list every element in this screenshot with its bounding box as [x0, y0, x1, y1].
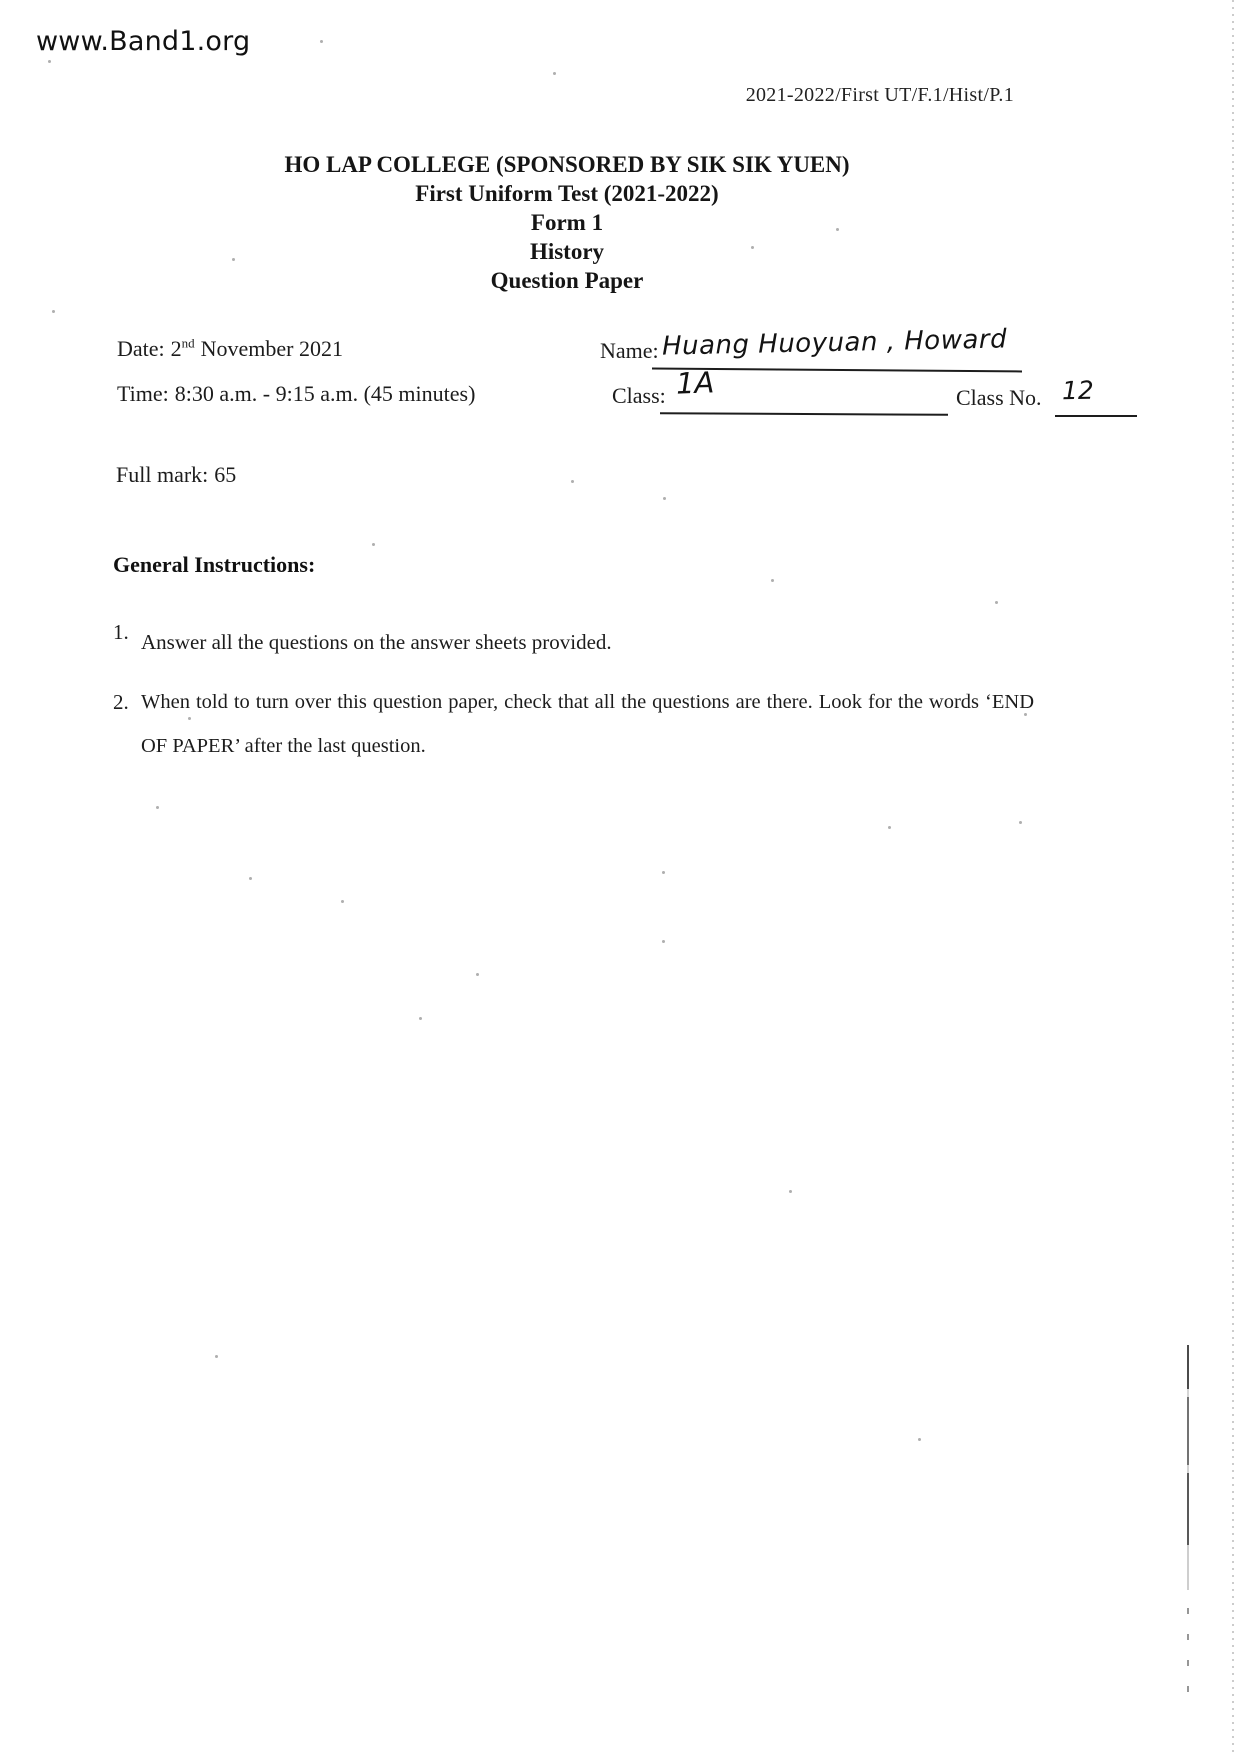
class-no-label: Class No.	[956, 385, 1042, 410]
instruction-item-1	[113, 620, 612, 664]
scan-speck	[995, 601, 998, 604]
instruction-1-number: 1.	[113, 620, 129, 644]
class-no-row	[956, 385, 1042, 411]
scan-speck	[751, 246, 754, 249]
scan-edge-dotted-line	[1232, 0, 1234, 1754]
scan-speck	[709, 702, 712, 705]
time-label: Time:	[117, 381, 169, 406]
instruction-2-number: 2.	[113, 690, 129, 714]
full-mark-value: 65	[214, 462, 237, 487]
test-name: First Uniform Test (2021-2022)	[415, 181, 719, 206]
scan-speck	[419, 1017, 422, 1020]
scan-speck	[215, 1355, 218, 1358]
scan-speck	[188, 717, 191, 720]
time-row	[117, 381, 475, 407]
scan-speck	[48, 60, 51, 63]
scan-speck	[662, 940, 665, 943]
title-block	[0, 150, 1134, 295]
scan-speck	[372, 543, 375, 546]
paper-type: Question Paper	[490, 268, 644, 293]
class-row	[612, 383, 666, 409]
name-label: Name:	[600, 338, 659, 363]
date-label: Date:	[117, 336, 165, 361]
scan-speck	[553, 72, 556, 75]
college-name: HO LAP COLLEGE (SPONSORED BY SIK SIK YUEN)	[284, 152, 850, 177]
class-label: Class:	[612, 383, 666, 408]
subject: History	[529, 239, 605, 264]
scan-speck	[341, 900, 344, 903]
scan-speck	[771, 579, 774, 582]
class-handwritten-value: 1A	[675, 365, 715, 401]
scan-speck	[571, 480, 574, 483]
general-instructions-heading: General Instructions:	[113, 552, 316, 577]
form-level: Form 1	[530, 210, 604, 235]
full-mark-label: Full mark:	[116, 462, 209, 487]
scan-speck	[888, 826, 891, 829]
scan-binding-line-tail	[1187, 1608, 1189, 1700]
name-handwritten-value: Huang Huoyuan , Howard	[661, 324, 1008, 362]
time-value: 8:30 a.m. - 9:15 a.m. (45 minutes)	[174, 381, 476, 406]
document-reference: 2021-2022/First UT/F.1/Hist/P.1	[745, 84, 1014, 106]
scan-speck	[789, 1190, 792, 1193]
scan-speck	[232, 258, 235, 261]
scan-speck	[1024, 713, 1027, 716]
scan-speck	[663, 497, 666, 500]
full-mark-row	[116, 462, 236, 488]
scan-speck	[52, 310, 55, 313]
date-row	[117, 336, 343, 362]
scan-speck	[249, 877, 252, 880]
instruction-2-text: When told to turn over this question paper, check that all the questions are there. Look for the words ‘END OF PAPER’ after the last question.	[141, 691, 1034, 757]
scan-binding-line	[1187, 1345, 1189, 1590]
class-no-handwritten-value: 12	[1061, 375, 1095, 406]
date-day: 2	[170, 336, 182, 361]
scan-speck	[320, 40, 323, 43]
date-rest: November 2021	[200, 336, 344, 361]
scan-speck	[918, 1438, 921, 1441]
name-row	[600, 338, 659, 364]
instruction-item-2	[113, 680, 1038, 768]
instruction-1-text: Answer all the questions on the answer sheets provided.	[141, 630, 612, 654]
scan-speck	[836, 228, 839, 231]
class-underline	[660, 412, 948, 416]
scan-speck	[156, 806, 159, 809]
scan-speck	[662, 871, 665, 874]
scan-speck	[476, 973, 479, 976]
scan-speck	[1019, 821, 1022, 824]
class-no-underline	[1055, 415, 1137, 417]
site-watermark: www.Band1.org	[36, 26, 251, 57]
date-ordinal: nd	[181, 335, 195, 351]
